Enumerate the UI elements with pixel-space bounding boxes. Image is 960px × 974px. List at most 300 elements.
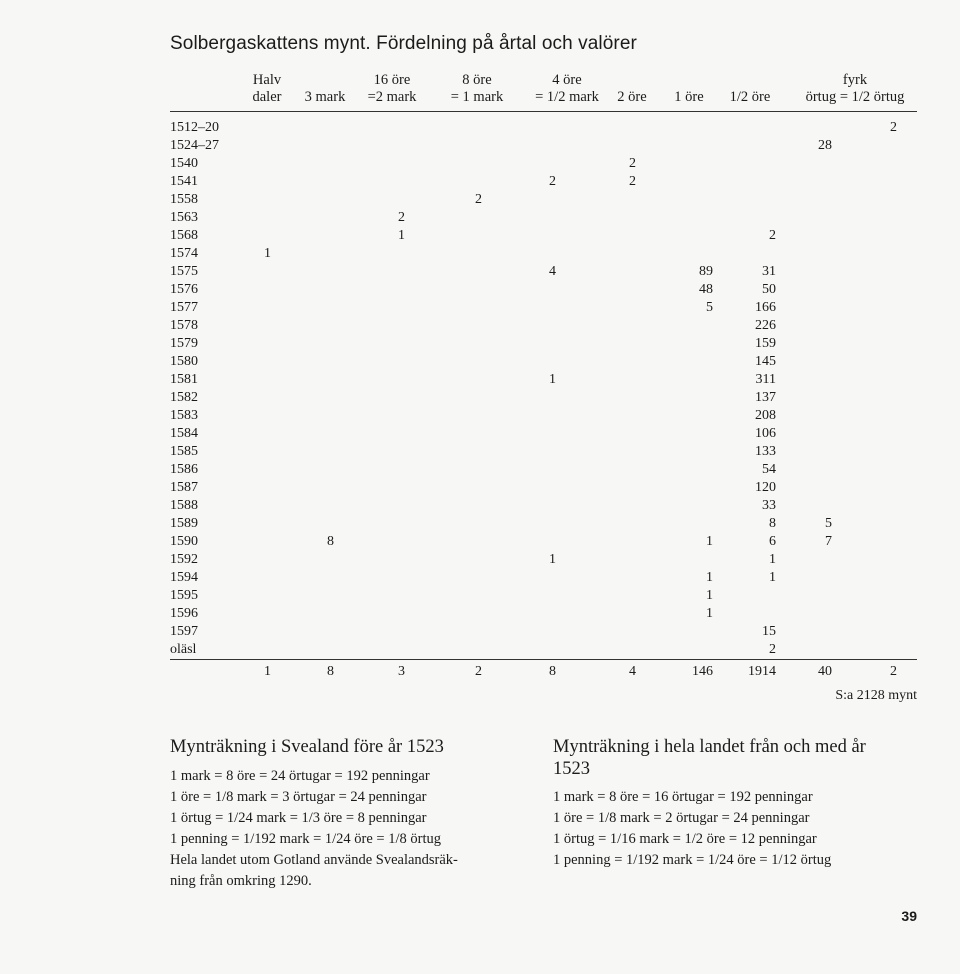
table-cell: 137	[755, 390, 776, 405]
table-cell: 1541	[170, 174, 198, 189]
table-cell	[837, 587, 897, 605]
table-cell	[772, 371, 832, 389]
table-cell	[345, 155, 405, 173]
table-cell: 226	[755, 318, 776, 333]
table-cell: 2	[769, 642, 776, 657]
table-cell	[772, 479, 832, 497]
table-cell: 1580	[170, 354, 198, 369]
page-title: Solbergaskattens mynt. Fördelning på årtal och valörer	[170, 33, 637, 54]
table-cell	[211, 407, 271, 425]
table-cell	[837, 425, 897, 443]
table-cell	[345, 173, 405, 191]
table-cell	[422, 371, 482, 389]
table-cell: 1581	[170, 372, 198, 387]
table-cell	[496, 443, 556, 461]
table-cell	[496, 407, 556, 425]
table-cell: 15	[762, 624, 776, 639]
table-cell	[274, 407, 334, 425]
table-cell	[345, 497, 405, 515]
table-cell	[211, 587, 271, 605]
left-line: 1 öre = 1/8 mark = 3 örtugar = 24 penningar	[170, 789, 427, 805]
table-cell	[345, 533, 405, 551]
table-cell	[345, 119, 405, 137]
header-16-ore: 16 öre =2 mark	[367, 72, 417, 105]
table-cell	[422, 227, 482, 245]
table-cell	[837, 263, 897, 281]
table-cell	[772, 605, 832, 623]
table-cell	[496, 623, 556, 641]
table-cell: 1589	[170, 516, 198, 531]
table-cell	[772, 461, 832, 479]
table-cell: 2	[398, 210, 405, 225]
table-cell	[345, 371, 405, 389]
table-cell	[576, 515, 636, 533]
left-line: 1 mark = 8 öre = 24 örtugar = 192 penningar	[170, 768, 430, 784]
table-cell	[274, 353, 334, 371]
ortug-column	[772, 119, 832, 659]
table-cell	[274, 425, 334, 443]
right-section-body	[553, 787, 831, 871]
table-cell	[653, 551, 713, 569]
table-cell: 1524–27	[170, 138, 219, 153]
table-cell: 1576	[170, 282, 198, 297]
table-cell	[345, 443, 405, 461]
right-line: 1 penning = 1/192 mark = 1/24 öre = 1/12 örtug	[553, 852, 832, 868]
table-cell	[496, 497, 556, 515]
table-cell: 1568	[170, 228, 198, 243]
total-mark3: 8	[327, 664, 334, 679]
table-cell: 1587	[170, 480, 198, 495]
table-cell	[772, 551, 832, 569]
table-cell	[576, 191, 636, 209]
table-cell	[716, 245, 776, 263]
table-cell	[716, 587, 776, 605]
table-cell	[274, 317, 334, 335]
right-section-title: Mynträkning i hela landet från och med år 1523	[553, 737, 866, 779]
table-cell	[211, 281, 271, 299]
table-cell	[496, 137, 556, 155]
table-cell	[716, 155, 776, 173]
table-cell	[211, 137, 271, 155]
table-cell	[576, 227, 636, 245]
table-cell	[837, 281, 897, 299]
table-cell	[653, 173, 713, 191]
table-cell	[345, 299, 405, 317]
table-cell: 1595	[170, 588, 198, 603]
header-halvdaler: Halv daler	[252, 72, 282, 105]
table-cell	[496, 389, 556, 407]
table-cell: 1574	[170, 246, 198, 261]
table-cell: 166	[755, 300, 776, 315]
total-ore-half: 1914	[748, 664, 776, 679]
table-cell	[211, 605, 271, 623]
table-cell	[576, 443, 636, 461]
table-cell: 1596	[170, 606, 198, 621]
table-cell	[772, 173, 832, 191]
table-cell	[653, 119, 713, 137]
table-cell	[211, 317, 271, 335]
table-cell	[716, 191, 776, 209]
total-ore16: 3	[398, 664, 405, 679]
table-cell	[576, 263, 636, 281]
table-cell	[837, 479, 897, 497]
table-cell	[653, 425, 713, 443]
table-cell	[274, 479, 334, 497]
halvdaler-column	[211, 119, 271, 659]
page-number: 39	[901, 908, 917, 924]
table-cell	[837, 551, 897, 569]
right-line: 1 örtug = 1/16 mark = 1/2 öre = 12 penningar	[553, 831, 817, 847]
header-half-ore: 1/2 öre	[729, 89, 771, 105]
table-cell	[576, 281, 636, 299]
table-cell	[576, 551, 636, 569]
table-cell	[274, 335, 334, 353]
table-cell: 2	[629, 174, 636, 189]
table-cell: 1	[549, 372, 556, 387]
table-cell: 1	[706, 534, 713, 549]
table-cell: 1563	[170, 210, 198, 225]
table-cell	[576, 425, 636, 443]
fyrk-column	[837, 119, 897, 659]
table-cell	[211, 389, 271, 407]
ore8-column	[422, 119, 482, 659]
table-cell	[345, 569, 405, 587]
table-cell	[772, 119, 832, 137]
table-cell	[772, 335, 832, 353]
table-cell	[422, 569, 482, 587]
table-cell	[496, 281, 556, 299]
table-cell	[772, 407, 832, 425]
table-cell	[422, 587, 482, 605]
table-cell	[772, 443, 832, 461]
table-cell: 120	[755, 480, 776, 495]
table-cell: 7	[825, 534, 832, 549]
table-cell	[422, 389, 482, 407]
table-cell	[837, 605, 897, 623]
left-line: ning från omkring 1290.	[170, 873, 312, 889]
table-cell	[496, 191, 556, 209]
table-cell: 2	[769, 228, 776, 243]
total-ore4: 8	[549, 664, 556, 679]
table-cell	[837, 443, 897, 461]
table-cell	[211, 623, 271, 641]
table-cell	[837, 641, 897, 659]
table-cell	[837, 155, 897, 173]
table-cell	[274, 389, 334, 407]
table-cell	[211, 191, 271, 209]
table-cell	[837, 623, 897, 641]
table-cell	[274, 371, 334, 389]
ore4-column	[496, 119, 556, 659]
table-cell	[422, 281, 482, 299]
table-cell: 1575	[170, 264, 198, 279]
table-cell	[274, 299, 334, 317]
table-cell	[422, 317, 482, 335]
table-cell	[274, 641, 334, 659]
header-3-mark: 3 mark	[304, 89, 346, 105]
table-cell	[211, 443, 271, 461]
table-cell	[576, 371, 636, 389]
table-cell	[211, 155, 271, 173]
table-cell	[716, 605, 776, 623]
table-cell: 2	[629, 156, 636, 171]
table-cell	[653, 623, 713, 641]
table-cell: 1558	[170, 192, 198, 207]
table-cell	[653, 641, 713, 659]
table-cell	[653, 497, 713, 515]
table-cell: 1582	[170, 390, 198, 405]
table-cell	[576, 533, 636, 551]
table-cell	[576, 461, 636, 479]
table-cell: 1584	[170, 426, 198, 441]
table-cell	[422, 245, 482, 263]
table-cell	[576, 407, 636, 425]
table-cell	[496, 569, 556, 587]
table-cell: 4	[549, 264, 556, 279]
ore1-column	[653, 119, 713, 659]
ore-half-column	[716, 119, 776, 659]
table-cell	[772, 641, 832, 659]
table-cell	[422, 119, 482, 137]
table-cell	[496, 587, 556, 605]
table-cell	[274, 461, 334, 479]
table-cell: 8	[769, 516, 776, 531]
table-cell: 1	[264, 246, 271, 261]
table-cell: 1540	[170, 156, 198, 171]
table-cell	[837, 389, 897, 407]
table-cell	[837, 173, 897, 191]
table-cell	[772, 623, 832, 641]
table-cell	[422, 155, 482, 173]
table-cell	[211, 119, 271, 137]
table-cell	[716, 137, 776, 155]
table-cell	[422, 497, 482, 515]
table-cell	[345, 191, 405, 209]
table-cell: 1577	[170, 300, 198, 315]
table-cell	[653, 479, 713, 497]
table-cell: 1	[549, 552, 556, 567]
table-cell	[496, 353, 556, 371]
table-cell	[422, 551, 482, 569]
table-cell	[345, 281, 405, 299]
table-cell	[422, 641, 482, 659]
table-cell	[422, 263, 482, 281]
table-cell: 1	[706, 570, 713, 585]
table-cell	[837, 191, 897, 209]
table-cell	[274, 569, 334, 587]
table-cell	[653, 389, 713, 407]
table-cell	[653, 443, 713, 461]
table-cell	[653, 461, 713, 479]
table-cell: 8	[327, 534, 334, 549]
table-cell	[422, 461, 482, 479]
table-cell	[496, 209, 556, 227]
table-cell	[576, 623, 636, 641]
table-cell	[211, 479, 271, 497]
right-line: 1 mark = 8 öre = 16 örtugar = 192 penningar	[553, 789, 813, 805]
table-cell	[837, 299, 897, 317]
table-cell	[422, 623, 482, 641]
table-cell	[496, 515, 556, 533]
table-cell	[496, 317, 556, 335]
table-cell	[345, 425, 405, 443]
table-cell	[576, 299, 636, 317]
table-cell	[211, 461, 271, 479]
table-cell	[274, 137, 334, 155]
table-cell	[345, 587, 405, 605]
table-cell	[837, 515, 897, 533]
header-4-ore: 4 öre = 1/2 mark	[535, 72, 599, 105]
table-cell	[576, 605, 636, 623]
table-cell: 1588	[170, 498, 198, 513]
table-cell	[772, 425, 832, 443]
table-cell	[837, 317, 897, 335]
table-cell	[274, 155, 334, 173]
table-cell	[422, 407, 482, 425]
table-cell: 5	[706, 300, 713, 315]
left-line: 1 penning = 1/192 mark = 1/24 öre = 1/8 örtug	[170, 831, 441, 847]
table-cell	[496, 335, 556, 353]
ore16-column	[345, 119, 405, 659]
table-cell	[345, 407, 405, 425]
table-cell	[496, 155, 556, 173]
table-cell	[576, 245, 636, 263]
table-cell	[576, 335, 636, 353]
table-cell	[496, 227, 556, 245]
table-cell	[422, 515, 482, 533]
table-cell	[653, 245, 713, 263]
table-cell	[345, 263, 405, 281]
table-cell	[576, 479, 636, 497]
table-cell	[653, 155, 713, 173]
table-cell	[211, 425, 271, 443]
mark3-column	[274, 119, 334, 659]
table-cell	[422, 353, 482, 371]
table-cell	[772, 587, 832, 605]
table-cell: 2	[890, 120, 897, 135]
table-cell	[274, 119, 334, 137]
table-cell: 1594	[170, 570, 198, 585]
table-cell	[496, 641, 556, 659]
table-cell	[422, 533, 482, 551]
table-cell	[772, 155, 832, 173]
table-cell: 89	[699, 264, 713, 279]
table-cell	[837, 569, 897, 587]
table-cell	[211, 641, 271, 659]
table-cell	[837, 335, 897, 353]
table-cell	[772, 263, 832, 281]
right-line: 1 öre = 1/8 mark = 2 örtugar = 24 penningar	[553, 810, 810, 826]
table-cell: 2	[549, 174, 556, 189]
table-cell	[576, 641, 636, 659]
table-cell	[772, 245, 832, 263]
table-cell	[716, 173, 776, 191]
total-ortug: 40	[818, 664, 832, 679]
table-cell	[345, 461, 405, 479]
table-cell	[837, 461, 897, 479]
table-cell	[653, 353, 713, 371]
table-cell	[576, 497, 636, 515]
table-cell	[772, 353, 832, 371]
table-cell	[496, 605, 556, 623]
table-cell: 1583	[170, 408, 198, 423]
table-cell	[837, 245, 897, 263]
table-cell	[653, 335, 713, 353]
table-cell	[345, 137, 405, 155]
table-cell	[653, 227, 713, 245]
table-cell	[274, 587, 334, 605]
table-cell	[211, 497, 271, 515]
table-cell	[211, 173, 271, 191]
table-cell: 1579	[170, 336, 198, 351]
table-cell	[837, 209, 897, 227]
table-cell	[576, 389, 636, 407]
table-cell	[274, 497, 334, 515]
table-cell: 6	[769, 534, 776, 549]
totals-rule	[170, 659, 917, 660]
table-cell	[274, 605, 334, 623]
table-cell	[772, 497, 832, 515]
table-cell: 145	[755, 354, 776, 369]
table-cell	[576, 587, 636, 605]
table-cell	[576, 353, 636, 371]
table-cell: 1	[706, 606, 713, 621]
header-ortug-fyrk: fyrk örtug = 1/2 örtug	[805, 72, 905, 105]
table-cell: 48	[699, 282, 713, 297]
table-cell: 1	[769, 552, 776, 567]
table-cell	[211, 299, 271, 317]
table-cell	[422, 209, 482, 227]
table-cell	[496, 245, 556, 263]
table-cell: 2	[475, 192, 482, 207]
table-cell	[345, 353, 405, 371]
table-cell	[211, 227, 271, 245]
table-cell	[274, 551, 334, 569]
table-cell: 50	[762, 282, 776, 297]
table-cell	[422, 443, 482, 461]
table-cell	[837, 533, 897, 551]
table-cell	[211, 335, 271, 353]
table-cell	[422, 335, 482, 353]
table-cell	[422, 425, 482, 443]
table-cell	[772, 317, 832, 335]
left-line: Hela landet utom Gotland använde Svealandsräk-	[170, 852, 458, 868]
table-cell: 1590	[170, 534, 198, 549]
table-cell	[653, 209, 713, 227]
table-cell	[422, 173, 482, 191]
left-section-title: Mynträkning i Svealand före år 1523	[170, 737, 444, 757]
table-cell	[837, 497, 897, 515]
table-cell	[837, 137, 897, 155]
table-cell	[653, 407, 713, 425]
table-cell: 1592	[170, 552, 198, 567]
table-cell	[274, 209, 334, 227]
table-cell	[496, 461, 556, 479]
table-cell: 31	[762, 264, 776, 279]
table-cell	[345, 335, 405, 353]
table-cell	[837, 227, 897, 245]
table-cell	[772, 227, 832, 245]
table-cell: 106	[755, 426, 776, 441]
table-cell	[211, 209, 271, 227]
table-cell	[837, 407, 897, 425]
total-halvdaler: 1	[264, 664, 271, 679]
table-cell	[345, 245, 405, 263]
table-cell	[576, 137, 636, 155]
table-cell	[345, 515, 405, 533]
table-cell	[653, 137, 713, 155]
table-cell: 311	[755, 372, 776, 387]
